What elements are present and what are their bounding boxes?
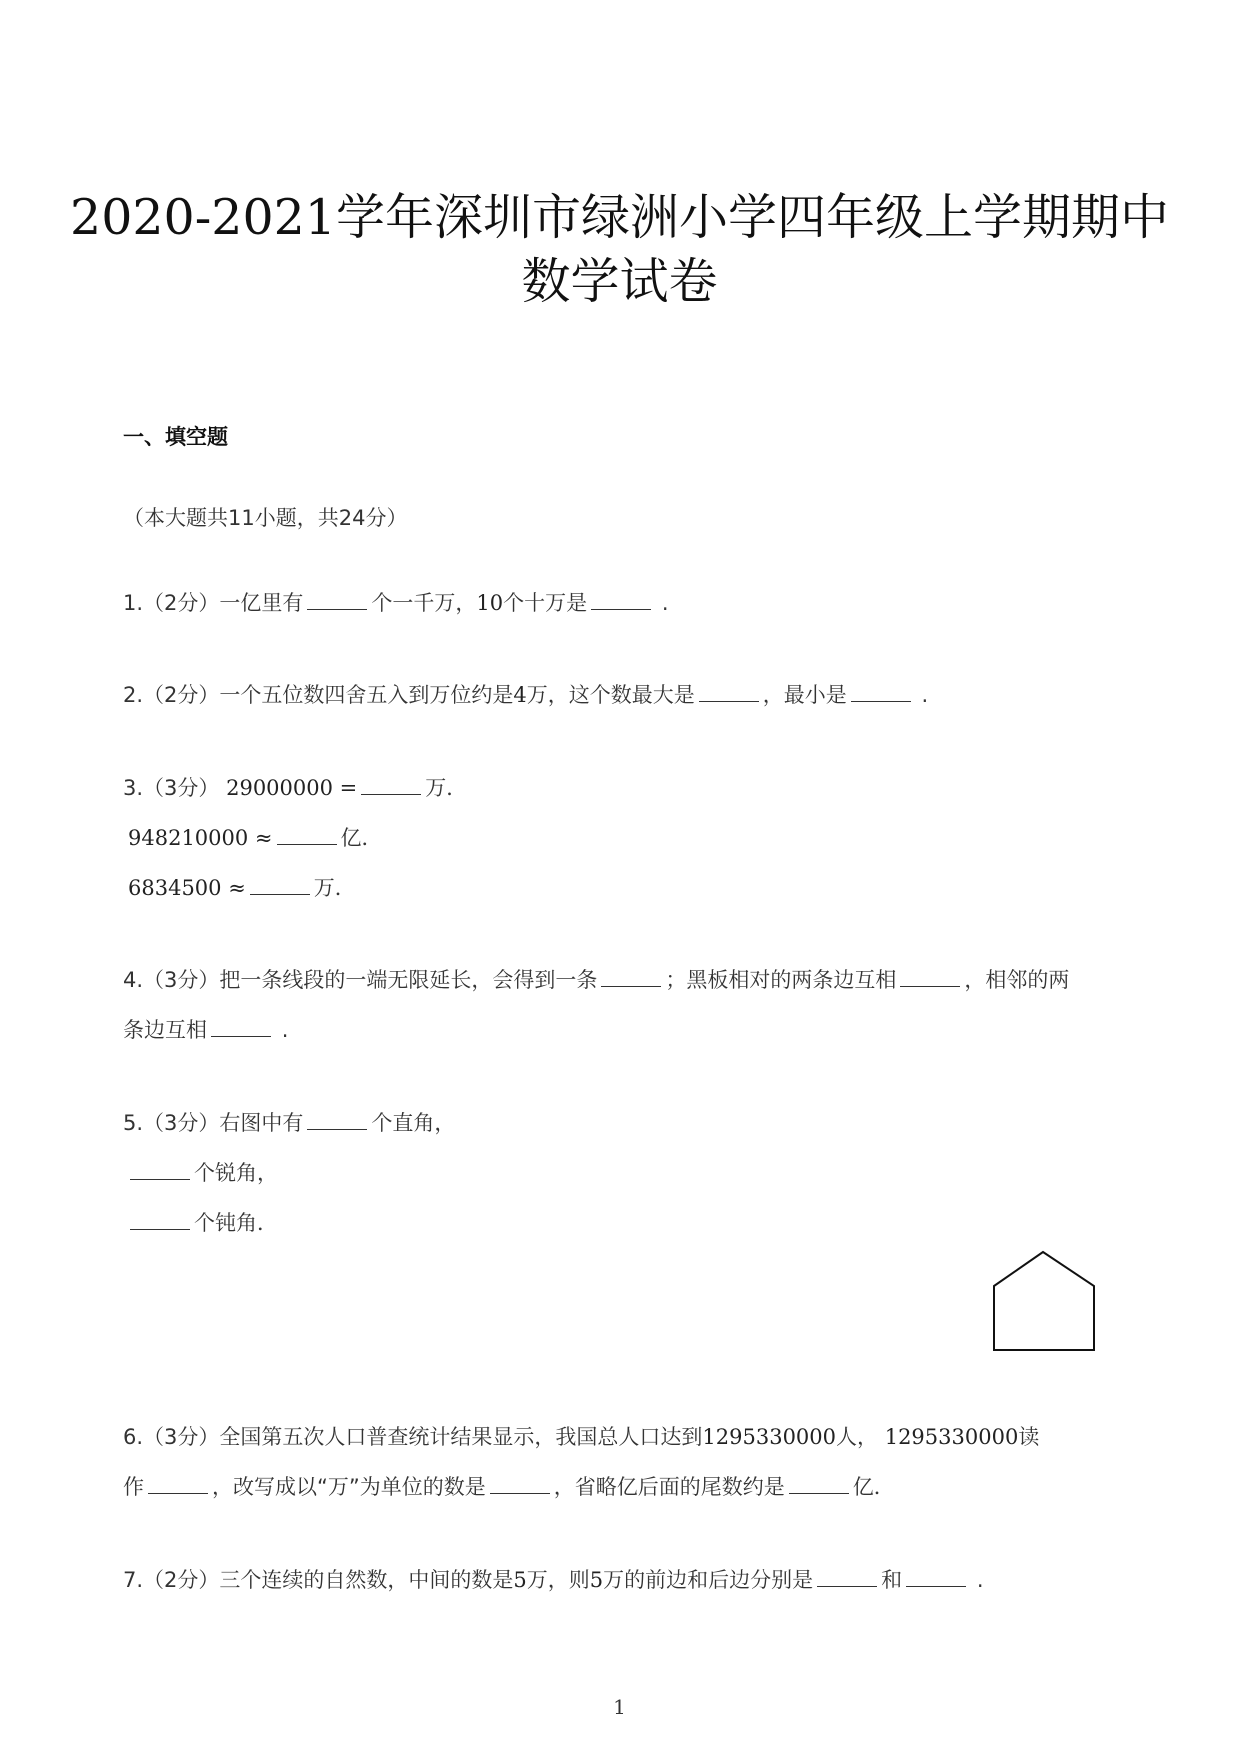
question-4-line-1 — [123, 964, 1069, 994]
answer-blank[interactable] — [601, 968, 661, 987]
answer-blank[interactable] — [490, 1475, 550, 1494]
answer-blank[interactable] — [130, 1211, 190, 1230]
answer-blank[interactable] — [361, 776, 421, 795]
answer-blank[interactable] — [789, 1475, 849, 1494]
q4-text-c: ，相邻的两 — [964, 968, 1070, 992]
answer-blank[interactable] — [307, 591, 367, 610]
question-5-line-1 — [123, 1107, 455, 1137]
q2-text-a: 2.（2分）一个五位数四舍五入到万位约是 — [123, 683, 514, 707]
question-6-line-1 — [123, 1421, 1039, 1451]
question-3-line-3 — [128, 872, 356, 902]
q1-number: 10 — [476, 591, 504, 615]
answer-blank[interactable] — [699, 683, 759, 702]
question-5-line-3 — [126, 1207, 278, 1237]
q2-number: 4 — [513, 683, 527, 707]
question-7 — [123, 1564, 984, 1594]
q6-text-h: ，省略亿后面的尾数约是 — [553, 1475, 785, 1499]
section-heading: 一、填空题 — [123, 425, 228, 449]
q7-text-a: 7.（2分）三个连续的自然数，中间的数是 — [123, 1568, 514, 1592]
answer-blank[interactable] — [900, 968, 960, 987]
q5-text-a: 5.（3分）右图中有 — [123, 1111, 304, 1135]
document-title-line2: 数学试卷 — [521, 253, 718, 310]
answer-blank[interactable] — [211, 1018, 271, 1037]
answer-blank[interactable] — [591, 591, 651, 610]
q6-text-i: 亿． — [852, 1475, 895, 1499]
q6-text-f: 作 — [123, 1475, 144, 1499]
question-2 — [123, 679, 928, 709]
q3-expr-1: 29000000 = — [226, 776, 358, 800]
section-note: （本大题共11小题，共24分） — [123, 506, 408, 530]
q3-label: 3.（3分） — [123, 776, 220, 800]
q1-text-d: 个十万是 — [503, 591, 588, 615]
q6-number-2: 1295330000 — [884, 1425, 1019, 1449]
q4-text-e: . — [281, 1018, 289, 1042]
q7-text-c: 万，则 — [526, 1568, 590, 1592]
q6-text-c: 人， — [836, 1425, 879, 1449]
answer-blank[interactable] — [130, 1161, 190, 1180]
question-3-line-1 — [123, 772, 467, 802]
q1-text-b: 个一千万， — [371, 591, 477, 615]
q5-text-c: 个锐角， — [194, 1161, 278, 1185]
q5-text-b: 个直角， — [371, 1111, 456, 1135]
page-number: 1 — [613, 1695, 626, 1719]
q7-number-2: 5 — [589, 1568, 604, 1592]
q3-unit-2: 亿． — [340, 826, 383, 850]
q5-text-d: 个钝角． — [194, 1211, 278, 1235]
q3-expr-2: 948210000 ≈ — [128, 826, 273, 850]
q2-text-e: . — [921, 683, 929, 707]
q6-number-1: 1295330000 — [702, 1425, 837, 1449]
q4-text-d: 条边互相 — [123, 1018, 207, 1042]
q3-unit-1: 万． — [425, 776, 468, 800]
answer-blank[interactable] — [906, 1568, 966, 1587]
question-5-line-2 — [126, 1157, 278, 1187]
q3-expr-3: 6834500 ≈ — [128, 876, 246, 900]
q7-text-f: 和 — [881, 1568, 903, 1592]
q6-text-g: ，改写成以“万”为单位的数是 — [212, 1475, 486, 1499]
q3-unit-3: 万． — [313, 876, 356, 900]
q2-text-c: 万，这个数最大是 — [526, 683, 695, 707]
q7-text-g: . — [976, 1568, 984, 1592]
answer-blank[interactable] — [148, 1475, 208, 1494]
question-3-line-2 — [128, 822, 383, 852]
q6-text-a: 6.（3分）全国第五次人口普查统计结果显示，我国总人口达到 — [123, 1425, 703, 1449]
question-1 — [123, 587, 669, 617]
q6-text-e: 读 — [1018, 1425, 1040, 1449]
q1-text-a: 1.（2分）一亿里有 — [123, 591, 304, 615]
question-6-line-2 — [123, 1471, 895, 1501]
q2-text-d: ，最小是 — [762, 683, 847, 707]
answer-blank[interactable] — [851, 683, 911, 702]
answer-blank[interactable] — [817, 1568, 877, 1587]
q7-text-e: 万的前边和后边分别是 — [603, 1568, 814, 1592]
q1-text-e: . — [661, 591, 669, 615]
q4-text-a: 4.（3分）把一条线段的一端无限延长，会得到一条 — [123, 968, 598, 992]
document-title-line1: 2020-2021学年深圳市绿洲小学四年级上学期期中 — [70, 189, 1169, 246]
answer-blank[interactable] — [277, 826, 337, 845]
answer-blank[interactable] — [307, 1111, 367, 1130]
q7-number-1: 5 — [513, 1568, 527, 1592]
house-shape-figure — [990, 1250, 1100, 1354]
answer-blank[interactable] — [250, 876, 310, 895]
q4-text-b: ；黑板相对的两条边互相 — [665, 968, 897, 992]
question-4-line-2 — [123, 1014, 288, 1044]
